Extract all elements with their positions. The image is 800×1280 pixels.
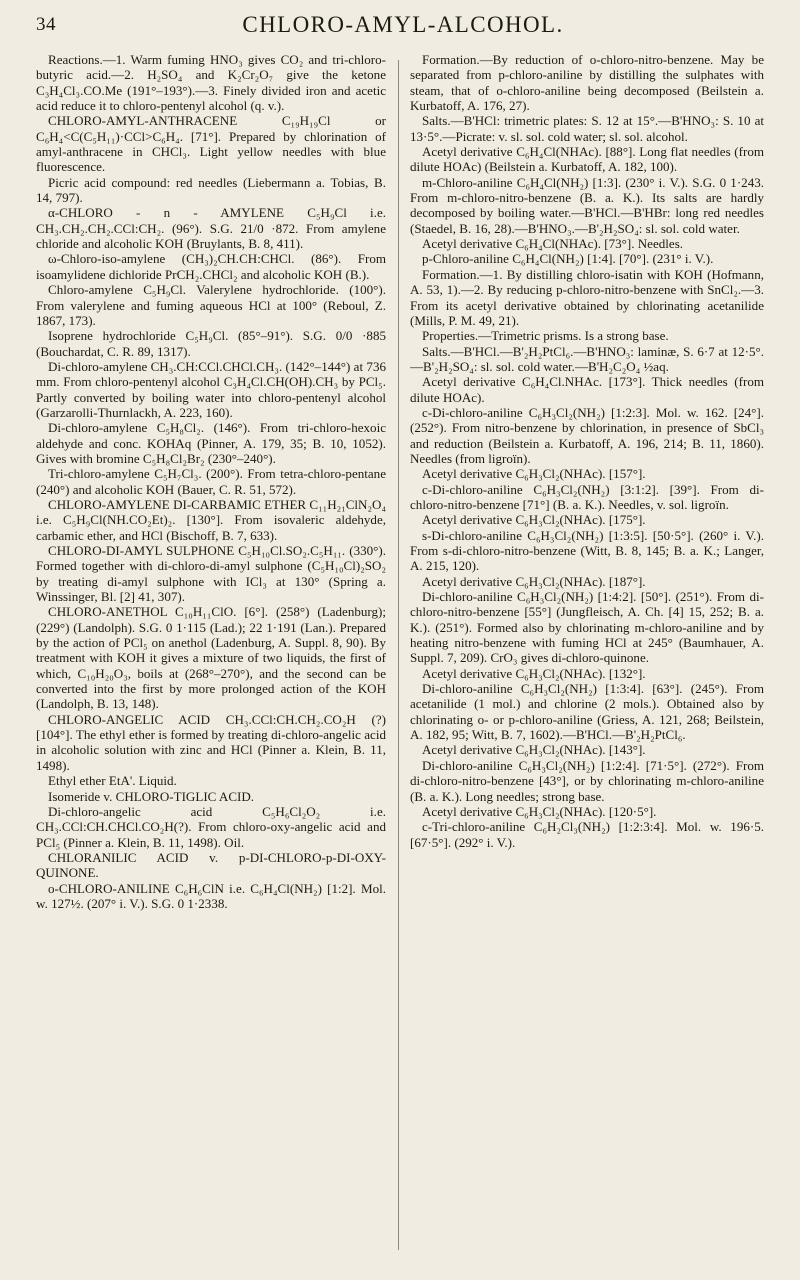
paragraph: ω-Chloro-iso-amylene (CH₃)₂CH.CH:CHCl. (86°). From isoamylidene dichloride PrCH₂.CHCl₂ and alcoholic KOH (B.). xyxy=(36,251,386,282)
paragraph: CHLORO-AMYLENE DI-CARBAMIC ETHER C₁₁H₂₁ClN₂O₄ i.e. C₅H₉Cl(NH.CO₂Et)₂. [130°]. From isovaleric aldehyde, carbamic ether, and HCl (Bischoff, B. 7, 633). xyxy=(36,496,386,543)
paragraph: Tri-chloro-amylene C₅H₇Cl₃. (200°). From tetra-chloro-pentane (240°) and alcoholic KOH (Bauer, C. R. 51, 572). xyxy=(36,466,386,497)
paragraph: p-Chloro-aniline C₆H₄Cl(NH₂) [1:4]. [70°]. (231° i. V.). xyxy=(422,251,714,267)
paragraph: CHLORO-AMYL-ANTHRACENE C₁₉H₁₉Cl or C₆H₄<C(C₅H₁₁)·CCl>C₆H₄. [71°]. Prepared by chlorination of amyl-anthracene in CHCl₃. Light yellow needles with blue fluorescence. xyxy=(36,113,386,175)
right-column xyxy=(410,52,764,1274)
paragraph: s-Di-chloro-aniline C₆H₃Cl₂(NH₂) [1:3:5]. [50·5°]. (260° i. V.). From s-di-chloro-nitro-benzene (Witt, B. 8, 145; B. a. K.; Langer, A. 215, 120). xyxy=(410,527,764,574)
paragraph: Chloro-amylene C₅H₉Cl. Valerylene hydrochloride. (100°). From valerylene and fuming aqueous HCl at 100° (Reboul, Z. 1867, 173). xyxy=(36,282,386,328)
paragraph: Picric acid compound: red needles (Liebermann a. Tobias, B. 14, 797). xyxy=(36,174,386,206)
page-number: 34 xyxy=(36,14,56,35)
left-column xyxy=(36,52,386,1274)
paragraph: Di-chloro-amylene C₅H₈Cl₂. (146°). From tri-chloro-hexoic aldehyde and conc. KOHAq (Pinner, A. 179, 35; B. 10, 1052). Gives with bromine C₅H₈Cl₂Br₂ (230°–240°). xyxy=(36,420,386,466)
paragraph: Acetyl derivative C₆H₄Cl(NHAc). [88°]. Long flat needles (from dilute HOAc) (Beilstein a. Kurbatoff, A. 182, 100). xyxy=(410,144,764,175)
paragraph: c-Di-chloro-aniline C₆H₃Cl₂(NH₂) [3:1:2]. [39°]. From di-chloro-nitro-benzene [71°] (B. a. K.). Needles, v. sol. ligroïn. xyxy=(410,481,764,512)
running-title: CHLORO-AMYL-ALCOHOL. xyxy=(242,12,564,37)
paragraph: Reactions.—1. Warm fuming HNO₃ gives CO₂ and tri-chloro-butyric acid.—2. H₂SO₄ and K₂Cr₂O₇ give the ketone C₃H₄Cl₃.CO.Me (191°–193°).—3. Finely divided iron and acetic acid reduce it to chloro-pentenyl alcohol (q. v.). xyxy=(36,52,386,114)
paragraph: Salts.—B'HCl: trimetric plates: S. 12 at 15°.—B'HNO₃: S. 10 at 13·5°.—Picrate: v. sl. sol. cold water; sl. sol. alcohol. xyxy=(410,113,764,144)
paragraph: c-Tri-chloro-aniline C₆H₂Cl₃(NH₂) [1:2:3:4]. Mol. w. 196·5. [67·5°]. (292° i. V.). xyxy=(410,819,764,850)
paragraph: Acetyl derivative C₆H₃Cl₂(NHAc). [143°]. xyxy=(422,742,646,758)
paragraph: Acetyl derivative C₆H₃Cl₂(NHAc). [187°]. xyxy=(422,573,646,589)
paragraph: o-CHLORO-ANILINE C₆H₆ClN i.e. C₆H₄Cl(NH₂) [1:2]. Mol. w. 127½. (207° i. V.). S.G. 0 1·2338. xyxy=(36,880,386,911)
paragraph: Di-chloro-amylene CH₃.CH:CCl.CHCl.CH₃. (142°–144°) at 736 mm. From chloro-pentenyl alcohol C₃H₄Cl.CH(OH).CH₃ by PCl₅. Partly converted by boiling water into chloro-pentenyl alcohol (Garzarolli-Thurnlackh, A. 223, 160). xyxy=(36,358,386,420)
paragraph: Acetyl derivative C₆H₃Cl₂(NHAc). [120·5°]. xyxy=(422,803,657,819)
paragraph: Isoprene hydrochloride C₅H₉Cl. (85°–91°). S.G. 0/0 ·885 (Bouchardat, C. R. 89, 1317). xyxy=(36,328,386,359)
paragraph: Di-chloro-aniline C₆H₃Cl₂(NH₂) [1:3:4]. [63°]. (245°). From acetanilide (1 mol.) and chlorine (2 mols.). Obtained also by chlorinating o- or p-chloro-aniline (Griess, A. 121, 268; Beilstein, A. 182, 95; Witt, B. 7, 1602).—B'HCl.—B'₂H₂PtCl₆. xyxy=(410,681,764,743)
paragraph: CHLORANILIC ACID v. p-DI-CHLORO-p-DI-OXY-QUINONE. xyxy=(36,849,386,881)
paragraph: Acetyl derivative C₆H₃Cl₂(NHAc). [157°]. xyxy=(422,466,646,482)
paragraph: Properties.—Trimetric prisms. Is a strong base. xyxy=(422,328,669,344)
paragraph: Di-chloro-angelic acid C₅H₆Cl₂O₂ i.e. CH₃.CCl:CH.CHCl.CO₂H(?). From chloro-oxy-angelic acid and PCl₅ (Pinner a. Klein, B. 11, 1498). Oil. xyxy=(36,803,386,850)
paragraph: CHLORO-ANETHOL C₁₀H₁₁ClO. [6°]. (258°) (Ladenburg); (229°) (Landolph). S.G. 0 1·115 (Lad.); 22 1·191 (Lan.). Prepared by the action of PCl₅ on anethol (Ladenburg, A. Suppl. 8, 90). By treatment with KOH it gives a mixture of two liquids, the first of which, C₁₀H₂₀O₃, boils at (268°–270°), and the second can be converted into the first by more prolonged action of the KOH (Landolph, B. 13, 148). xyxy=(36,604,386,712)
column-divider xyxy=(398,60,399,1250)
paragraph: Formation.—By reduction of o-chloro-nitro-benzene. May be separated from p-chloro-aniline by distilling the sulphates with steam, that of o-chloro-aniline being decomposed (Beilstein a. Kurbatoff, A. 176, 27). xyxy=(410,52,764,114)
paragraph: Formation.—1. By distilling chloro-isatin with KOH (Hofmann, A. 53, 1).—2. By reducing p-chloro-nitro-benzene with SnCl₂.—3. From its acetyl derivative obtained by chlorinating acetanilide (Mills, P. M. 49, 21). xyxy=(410,266,764,328)
paragraph: c-Di-chloro-aniline C₆H₃Cl₂(NH₂) [1:2:3]. Mol. w. 162. [24°]. (252°). From nitro-benzene by chlorination, in presence of SbCl₃ and reduction (Beilstein a. Kurbatoff, A. 196, 214; B. 11, 1860). Needles (from ligroïn). xyxy=(410,404,764,466)
paragraph: Acetyl derivative C₆H₄Cl.NHAc. [173°]. Thick needles (from dilute HOAc). xyxy=(410,374,764,405)
paragraph: Acetyl derivative C₆H₃Cl₂(NHAc). [132°]. xyxy=(422,665,646,681)
paragraph: Salts.—B'HCl.—B'₂H₂PtCl₆.—B'HNO₃: laminæ, S. 6·7 at 12·5°.—B'₂H₂SO₄: sl. sol. cold water.—B'H₂C₂O₄ ½aq. xyxy=(410,343,764,374)
paragraph: Di-chloro-aniline C₆H₃Cl₂(NH₂) [1:4:2]. [50°]. (251°). From di-chloro-nitro-benzene [55°] (Jungfleisch, A. Ch. [4] 15, 252; B. a. K.). (251°). Formed also by chlorinating m-chloro-aniline and by heating nitro-benzene with fuming HCl at 245° (Baumhauer, A. Suppl. 7, 209). CrO₃ gives di-chloro-quinone. xyxy=(410,589,764,666)
paragraph: Acetyl derivative C₆H₃Cl₂(NHAc). [175°]. xyxy=(422,512,646,528)
paragraph: CHLORO-DI-AMYL SULPHONE C₅H₁₀Cl.SO₂.C₅H₁₁. (330°). Formed together with di-chloro-di-amyl sulphone (C₅H₁₀Cl)₂SO₂ by treating di-amyl sulphone with ICl₃ at 130° (Spring a. Winssinger, Bl. [2] 41, 307). xyxy=(36,543,386,605)
paragraph: CHLORO-ANGELIC ACID CH₃.CCl:CH.CH₂.CO₂H (?) [104°]. The ethyl ether is formed by treating di-chloro-angelic acid in alcoholic solution with zinc and HCl (Pinner a. Klein, B. 11, 1498). xyxy=(36,711,386,773)
paragraph: Isomeride v. CHLORO-TIGLIC ACID. xyxy=(48,788,255,804)
paragraph: Ethyl ether EtA'. Liquid. xyxy=(48,773,177,789)
paragraph: α-CHLORO - n - AMYLENE C₅H₉Cl i.e. CH₃.CH₂.CH₂.CCl:CH₂. (96°). S.G. 21/0 ·872. From amylene chloride and alcoholic KOH (Bruylants, B. 8, 411). xyxy=(36,205,386,252)
paragraph: Acetyl derivative C₆H₄Cl(NHAc). [73°]. Needles. xyxy=(422,236,684,252)
paragraph: Di-chloro-aniline C₆H₃Cl₂(NH₂) [1:2:4]. [71·5°]. (272°). From di-chloro-nitro-benzene [43°], or by chlorinating m-chloro-aniline (B. a. K.). Long needles; strong base. xyxy=(410,757,764,804)
page-header xyxy=(36,8,770,42)
paragraph: m-Chloro-aniline C₆H₄Cl(NH₂) [1:3]. (230° i. V.). S.G. 0 1·243. From m-chloro-nitro-benzene (B. a. K.). Its salts are hardly decomposed by boiling water.—B'HCl.—B'HBr: long red needles (Staedel, B. 16, 28).—B'HNO₃.—B'₂H₂SO₄: sl. sol. cold water. xyxy=(410,174,764,236)
